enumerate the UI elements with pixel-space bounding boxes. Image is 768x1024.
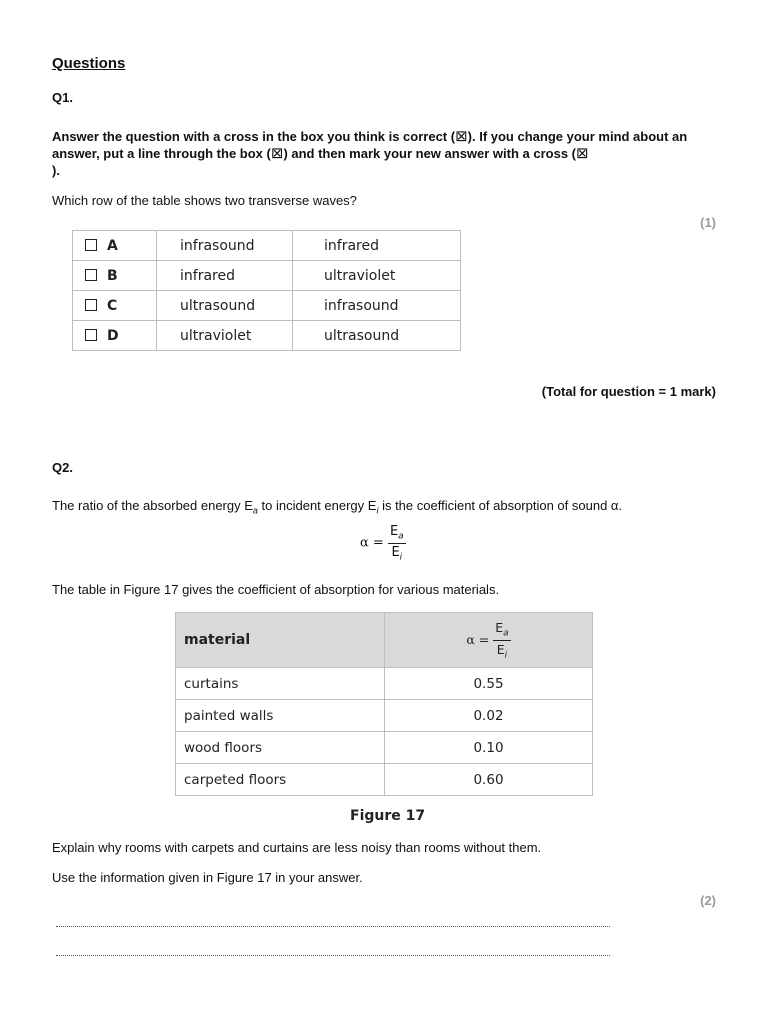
header-alpha <box>385 613 593 668</box>
numerator-sub: a <box>503 628 509 639</box>
wave-1: infrared <box>157 261 293 291</box>
denominator-sub: i <box>504 650 508 660</box>
answer-line-1[interactable] <box>56 926 610 927</box>
instruction-text-1: Answer the question with a cross in the box you think is correct ( <box>52 129 456 144</box>
checkbox-icon[interactable] <box>85 239 97 251</box>
intro-sub-i: i <box>376 505 379 516</box>
formula-fraction <box>388 524 406 562</box>
figure-caption: Figure 17 <box>350 808 426 824</box>
option-row-d[interactable] <box>73 321 461 351</box>
option-c-cell[interactable] <box>73 291 157 321</box>
wave-1: ultrasound <box>157 291 293 321</box>
crossed-out-box-icon: ⊠ <box>270 145 284 162</box>
absorption-table <box>175 612 593 796</box>
table-row <box>176 764 593 796</box>
question-1-number: Q1. <box>52 90 73 105</box>
intro-text-1: The ratio of the absorbed energy E <box>52 498 253 513</box>
alpha-cell: 0.10 <box>385 732 593 764</box>
header-formula <box>466 620 510 660</box>
intro-text-2: to incident energy E <box>257 498 377 513</box>
absorption-formula <box>360 524 406 562</box>
question-1-options-table <box>72 230 461 351</box>
cross-box-icon: ⊠ <box>576 145 589 162</box>
wave-1: ultraviolet <box>157 321 293 351</box>
cross-box-icon: ⊠ <box>455 128 468 145</box>
question-2-text: Explain why rooms with carpets and curtains are less noisy than rooms without them. <box>52 840 542 855</box>
formula-lhs: α = <box>466 631 490 647</box>
question-1-text: Which row of the table shows two transverse waves? <box>52 193 357 208</box>
checkbox-icon[interactable] <box>85 269 97 281</box>
option-row-c[interactable] <box>73 291 461 321</box>
table-header-row <box>176 613 593 668</box>
material-cell: carpeted floors <box>176 764 385 796</box>
formula-lhs: α = <box>360 535 384 551</box>
question-2-instruction: Use the information given in Figure 17 in your answer. <box>52 870 363 885</box>
option-row-b[interactable] <box>73 261 461 291</box>
numerator-symbol: E <box>389 524 399 539</box>
option-b-cell[interactable] <box>73 261 157 291</box>
question-1-marks: (1) <box>700 215 716 230</box>
formula-numerator <box>493 620 510 641</box>
answer-line-2[interactable] <box>56 955 610 956</box>
wave-2: ultrasound <box>293 321 461 351</box>
numerator-sub: a <box>398 531 404 542</box>
question-2-intro <box>52 498 622 516</box>
option-a-cell[interactable] <box>73 231 157 261</box>
header-material: material <box>176 613 385 668</box>
option-letter: A <box>107 237 118 254</box>
option-letter: C <box>107 297 118 314</box>
checkbox-icon[interactable] <box>85 299 97 311</box>
table-row <box>176 668 593 700</box>
instruction-text-3: ) and then mark your new answer with a cross ( <box>283 146 577 161</box>
alpha-cell: 0.60 <box>385 764 593 796</box>
option-row-a[interactable] <box>73 231 461 261</box>
numerator-symbol: E <box>495 620 504 635</box>
instruction-text-4: ). <box>52 163 60 178</box>
question-1-instruction <box>52 128 720 179</box>
material-cell: wood floors <box>176 732 385 764</box>
option-d-cell[interactable] <box>73 321 157 351</box>
table-row <box>176 732 593 764</box>
wave-2: infrared <box>293 231 461 261</box>
formula-numerator <box>388 524 406 544</box>
formula-fraction <box>493 620 510 660</box>
denominator-symbol: E <box>391 544 400 560</box>
question-1-total: (Total for question = 1 mark) <box>541 384 716 399</box>
table-intro: The table in Figure 17 gives the coefficient of absorption for various materials. <box>52 582 500 597</box>
formula-denominator <box>493 641 510 661</box>
material-cell: painted walls <box>176 700 385 732</box>
formula-denominator <box>388 544 406 563</box>
alpha-cell: 0.55 <box>385 668 593 700</box>
question-2-marks: (2) <box>700 893 716 908</box>
option-letter: B <box>107 267 118 284</box>
page-heading: Questions <box>52 55 126 72</box>
intro-sub-a: a <box>252 505 258 516</box>
checkbox-icon[interactable] <box>85 329 97 341</box>
wave-2: ultraviolet <box>293 261 461 291</box>
option-letter: D <box>107 327 119 344</box>
intro-text-3: is the coefficient of absorption of sound α. <box>378 498 623 513</box>
table-row <box>176 700 593 732</box>
wave-2: infrasound <box>293 291 461 321</box>
denominator-sub: i <box>399 552 403 563</box>
denominator-symbol: E <box>496 641 505 657</box>
question-2-number: Q2. <box>52 460 73 475</box>
material-cell: curtains <box>176 668 385 700</box>
alpha-cell: 0.02 <box>385 700 593 732</box>
wave-1: infrasound <box>157 231 293 261</box>
instruction-text-2: ). If you change your mind about an answer, put a line through the box ( <box>52 129 688 161</box>
